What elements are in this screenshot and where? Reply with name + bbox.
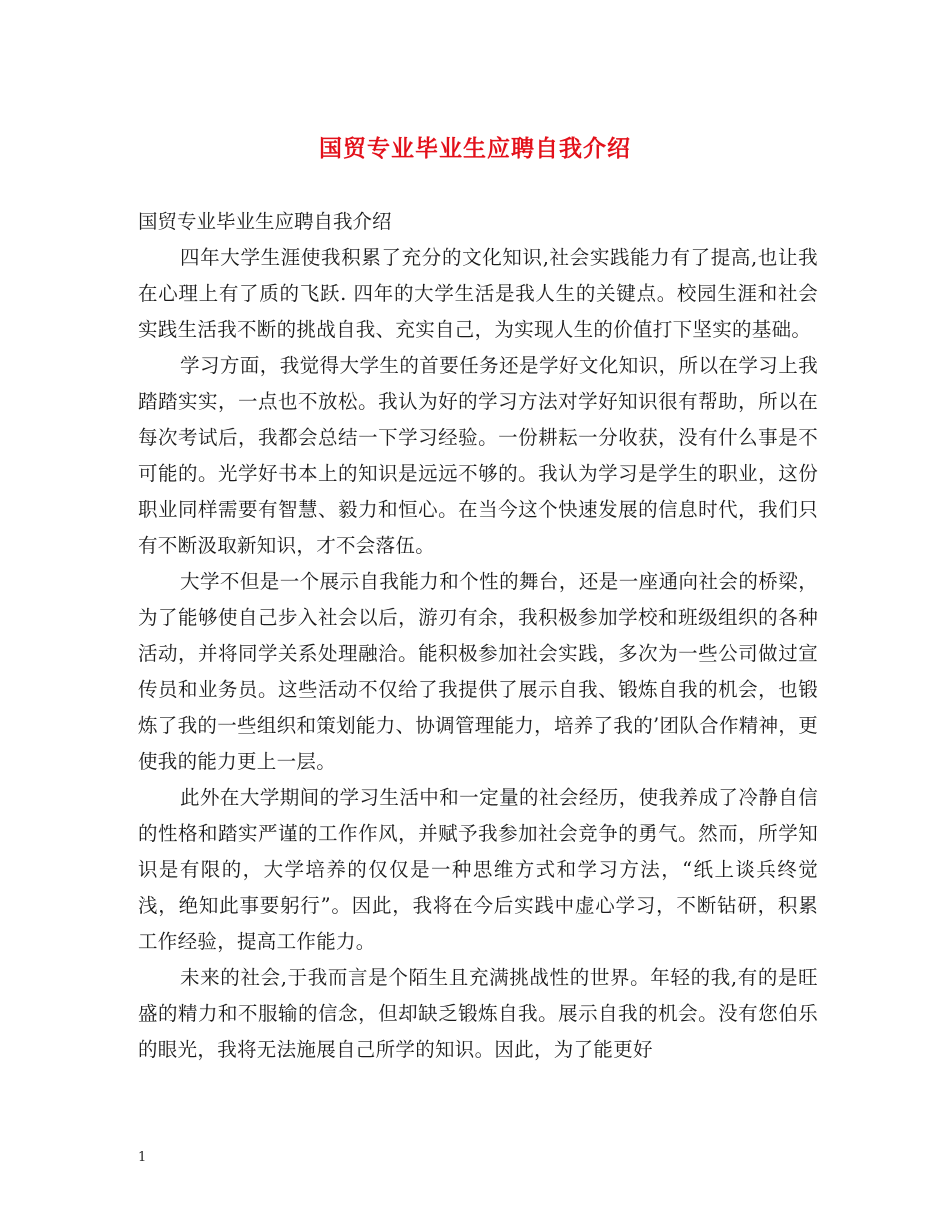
document-title: 国贸专业毕业生应聘自我介绍 xyxy=(319,135,631,162)
document-subtitle: 国贸专业毕业生应聘自我介绍 xyxy=(138,210,392,233)
paragraph-future: 未来的社会,于我而言是个陌生且充满挑战性的世界。年轻的我,有的是旺盛的精力和不服输的信念，但却缺乏锻炼自我。展示自我的机会。没有您伯乐的眼光，我将无法施展自己所学的知识。因此，为了能更好 xyxy=(138,966,818,1061)
document-body xyxy=(138,204,818,1068)
paragraph-activities: 大学不但是一个展示自我能力和个性的舞台，还是一座通向社会的桥梁，为了能够使自己步入社会以后，游刃有余，我积极参加学校和班级组织的各种活动，并将同学关系处理融洽。能积极参加社会实践，多次为一些公司做过宣传员和业务员。这些活动不仅给了我提供了展示自我、锻炼自我的机会，也锻炼了我的一些组织和策划能力、协调管理能力，培养了我的’团队合作精神，更使我的能力更上一层。 xyxy=(138,570,818,773)
paragraph-study: 学习方面，我觉得大学生的首要任务还是学好文化知识，所以在学习上我踏踏实实，一点也不放松。我认为好的学习方法对学好知识很有帮助，所以在每次考试后，我都会总结一下学习经验。一份耕耘一分收获，没有什么事是不可能的。光学好书本上的知识是远远不够的。我认为学习是学生的职业，这份职业同样需要有智慧、毅力和恒心。在当今这个快速发展的信息时代，我们只有不断汲取新知识，才不会落伍。 xyxy=(138,354,818,557)
paragraph-intro: 四年大学生涯使我积累了充分的文化知识,社会实践能力有了提高,也让我在心理上有了质的飞跃. 四年的大学生活是我人生的关键点。校园生涯和社会实践生活我不断的挑战自我、充实自己，为实现人生的价值打下坚实的基础。 xyxy=(138,246,818,341)
paragraph-experience: 此外在大学期间的学习生活中和一定量的社会经历，使我养成了冷静自信的性格和踏实严谨的工作作风，并赋予我参加社会竞争的勇气。然而，所学知识是有限的，大学培养的仅仅是一种思维方式和学习方法，“纸上谈兵终觉浅，绝知此事要躬行”。因此，我将在今后实践中虚心学习，不断钻研，积累工作经验，提高工作能力。 xyxy=(138,786,818,953)
page-number: 1 xyxy=(138,1150,147,1165)
